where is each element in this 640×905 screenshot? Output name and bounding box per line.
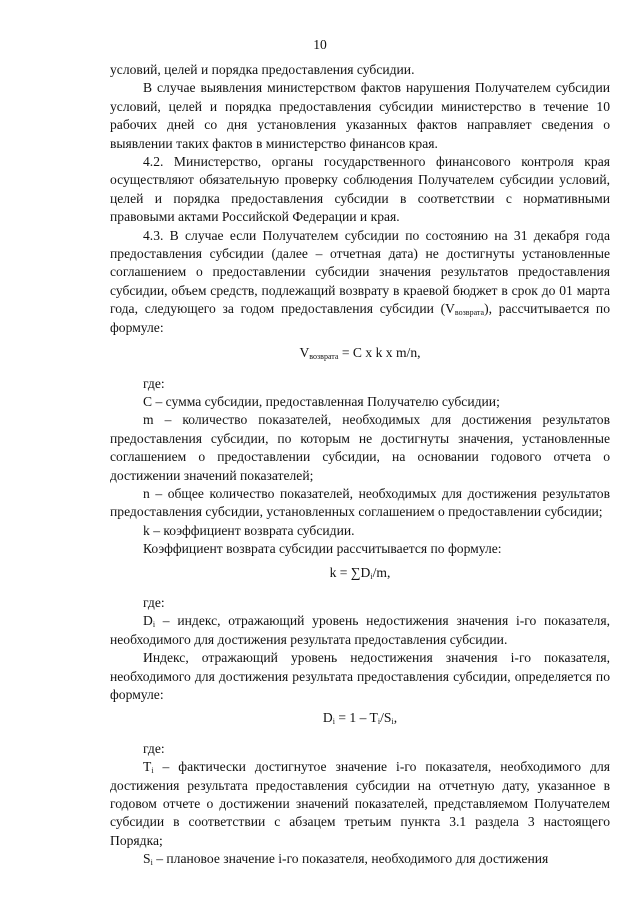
where-label: где: (143, 740, 165, 756)
page-number: 10 (313, 37, 327, 52)
paragraph: В случае выявления министерством фактов нарушения Получателем субсидии условий, целей и порядка предоставления субсидии министерство в течение 10 рабочих дней со дня установления указанных фактов направляет сведения о выявлении таких фактов в министерство финансов края. (110, 80, 610, 151)
definition-c: С – сумма субсидии, предоставленная Получателю субсидии; (143, 393, 500, 409)
definition-k: k – коэффициент возврата субсидии. (143, 522, 355, 538)
formula-v-return: $V_{возврата} = C$ x k x m/n, (299, 345, 421, 362)
paragraph-4-3: 4.3. В случае если Получателем субсидии по состоянию на 31 декабря года предоставления субсидии (далее – отчетная дата) не достигнуты установленные соглашением о предоставлении субсидии значения результатов предоставления субсидии, объем средств, подлежащий возврату в краевой бюджет в срок до 01 марта года, следующего за годом предоставления субсидии $(V_{возврата})$, рассчитывается по формуле: (110, 227, 610, 335)
paragraph-4-2: 4.2. Министерство, органы государственного финансового контроля края осуществляют обязательную проверку соблюдения Получателем субсидии условий, целей и порядка предоставления субсидии в соответствии с нормативными правовыми актами Российской Федерации и края. (110, 154, 610, 225)
document-body (110, 61, 610, 869)
where-label: где: (143, 375, 165, 391)
paragraph: условий, целей и порядка предоставления субсидии. (110, 62, 415, 77)
definition-di: $D_i$ – индекс, отражающий уровень недостижения значения i-го показателя, необходимого для достижения результата предоставления субсидии. (110, 613, 610, 647)
definition-ti: $T_i$ – фактически достигнутое значение i-го показателя, необходимого для достижения результата предоставления субсидии на отчетную дату, указанное в годовом отчете о достижении значений показателей, представляемом Получателем субсидии в соответствии с абзацем третьим пункта 3.1 раздела 3 настоящего Порядка; (110, 759, 610, 848)
where-label: где: (143, 594, 165, 610)
di-formula-intro: Индекс, отражающий уровень недостижения значения i-го показателя, необходимого для достижения результата предоставления субсидии, определяется по формуле: (110, 650, 610, 702)
definition-n: n – общее количество показателей, необходимых для достижения результатов предоставления субсидии, установленных соглашением о предоставлении субсидии; (110, 485, 610, 520)
definition-si: $S_i$ – плановое значение i-го показателя, необходимого для достижения (143, 851, 549, 868)
definition-m: m – количество показателей, необходимых для достижения результатов предоставления субсидии, по которым не достигнуты значения, установленные соглашением о предоставлении субсидии, на основании годового отчета о достижении значений показателей; (110, 412, 610, 483)
formula-k: $k = \sum D_i/m$, (329, 564, 391, 581)
formula-di: $D_i = 1 - T_i/S_i$, (322, 710, 398, 727)
k-formula-intro: Коэффициент возврата субсидии рассчитывается по формуле: (143, 541, 502, 557)
